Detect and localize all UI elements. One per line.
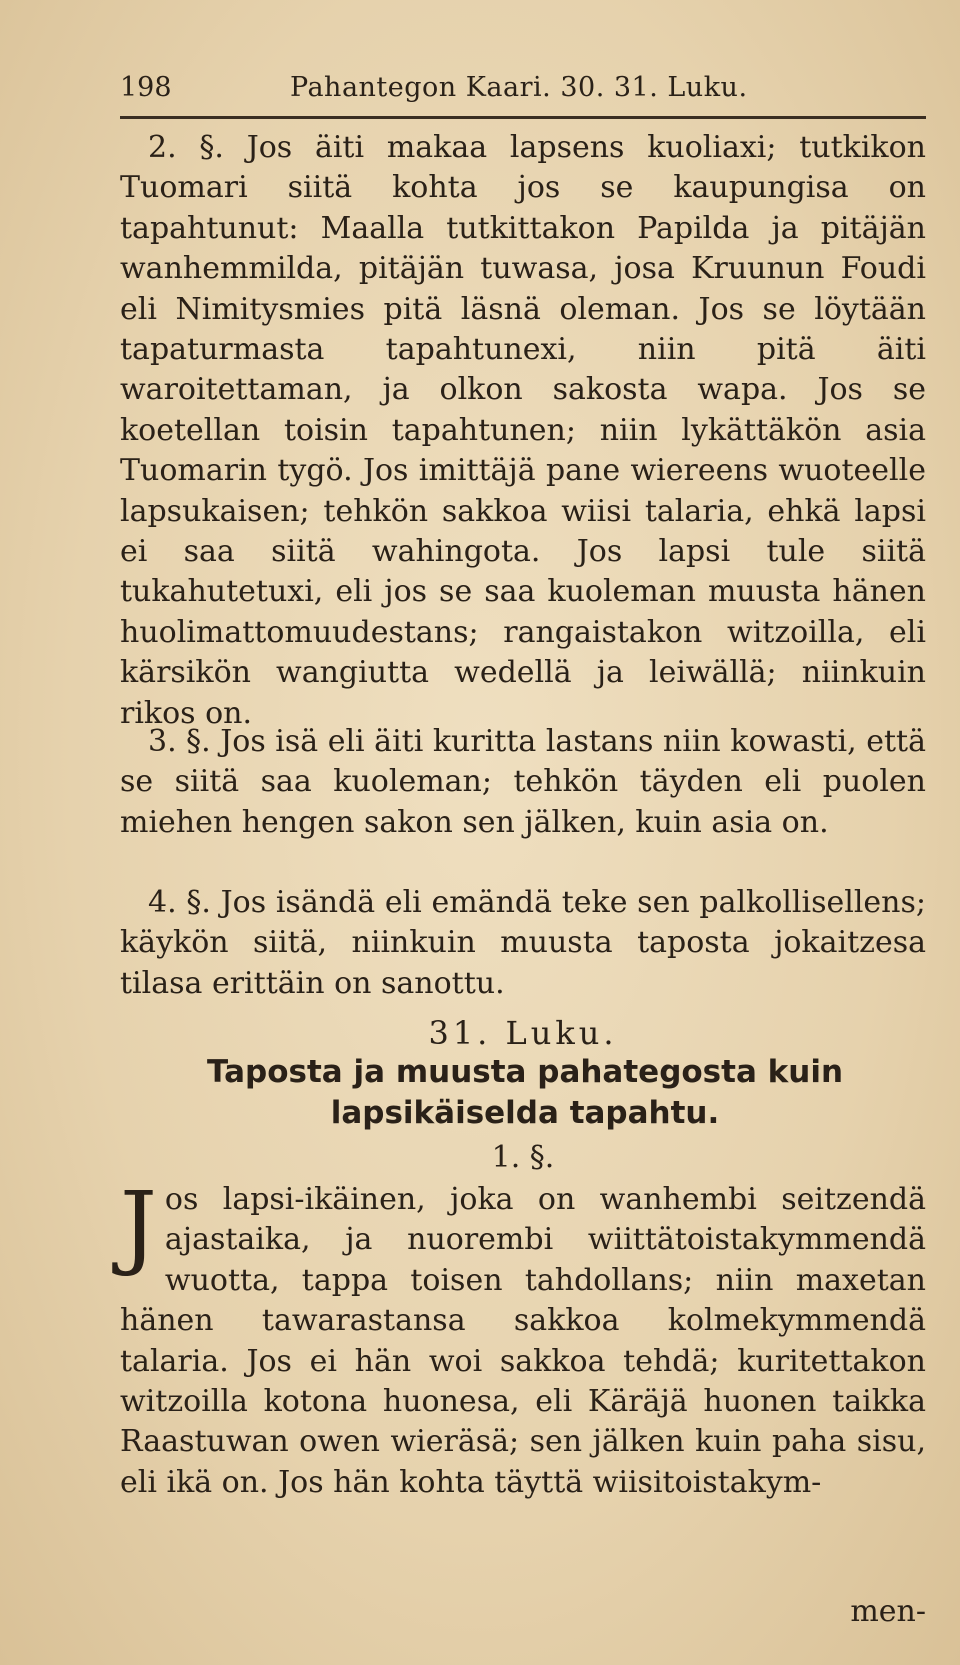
header-rule (120, 116, 926, 119)
paragraph-3 (120, 722, 926, 843)
paragraph-2-text: Jos äiti makaa lapsens kuoliaxi; tutkikon Tuomari siitä kohta jos se kaupungisa on tapahtunut: Maalla tutkittakon Papilda ja pitäjän wanhemmilda, pitäjän tuwasa, josa Kruunun Foudi eli Nimitysmies pitä läsnä oleman. Jos se löytään tapaturmasta tapahtunexi, niin pitä äiti waroitettaman, ja olkon sakosta wapa. Jos se koetellan toisin tapahtunen; niin lykättäkön asia Tuomarin tygö. Jos imittäjä pane wiereens wuoteelle lapsukaisen; tehkön sakkoa wiisi talaria, ehkä lapsi ei saa siitä wahingota. Jos lapsi tule siitä tukahutetuxi, eli jos se saa kuoleman muusta hänen huolimattomuudestans; rangaistakon witzoilla, eli kärsikön wangiutta wedellä ja leiwällä; niinkuin rikos on. (120, 130, 926, 731)
paragraph-3-label: 3. §. (148, 724, 211, 759)
section-label: 1. §. (491, 1140, 555, 1175)
paragraph-4-label: 4. §. (148, 885, 211, 920)
page-number: 198 (120, 72, 172, 103)
chapter-heading: 31. Luku. (428, 1014, 618, 1052)
chapter-title: Taposta ja muusta pahategosta kuin lapsikäiselda tapahtu. (206, 1054, 844, 1131)
running-header (120, 72, 924, 106)
paragraph-3-text: Jos isä eli äiti kuritta lastans niin kowasti, että se siitä saa kuoleman; tehkön täyden eli puolen miehen hengen sakon sen jälken, kuin asia on. (120, 724, 926, 840)
paragraph-2 (120, 128, 926, 734)
paragraph-4 (120, 883, 926, 1004)
paragraph-4-text: Jos isändä eli emändä teke sen palkollisellens; käykön siitä, niinkuin muusta taposta jokaitzesa tilasa erittäin on sanottu. (120, 885, 926, 1001)
catchword: men- (850, 1594, 926, 1629)
chapter-31-paragraph-1-text: os lapsi-ikäinen, joka on wanhembi seitzendä ajastaika, ja nuorembi wiittätoistakymmendä wuotta, tappa toisen tahdollans; niin maxetan hänen tawarastansa sakkoa kolmekymmendä talaria. Jos ei hän woi sakkoa tehdä; kuritettakon witzoilla kotona huonesa, eli Käräjä huonen taikka Raastuwan owen wieräsä; sen jälken kuin paha sisu, eli ikä on. Jos hän kohta täyttä wiisitoistakym- (120, 1182, 926, 1500)
drop-cap: J (120, 1172, 157, 1279)
paragraph-2-label: 2. §. (148, 130, 224, 165)
running-title: Pahantegon Kaari. 30. 31. Luku. (290, 72, 748, 103)
chapter-31-paragraph-1 (120, 1172, 926, 1503)
